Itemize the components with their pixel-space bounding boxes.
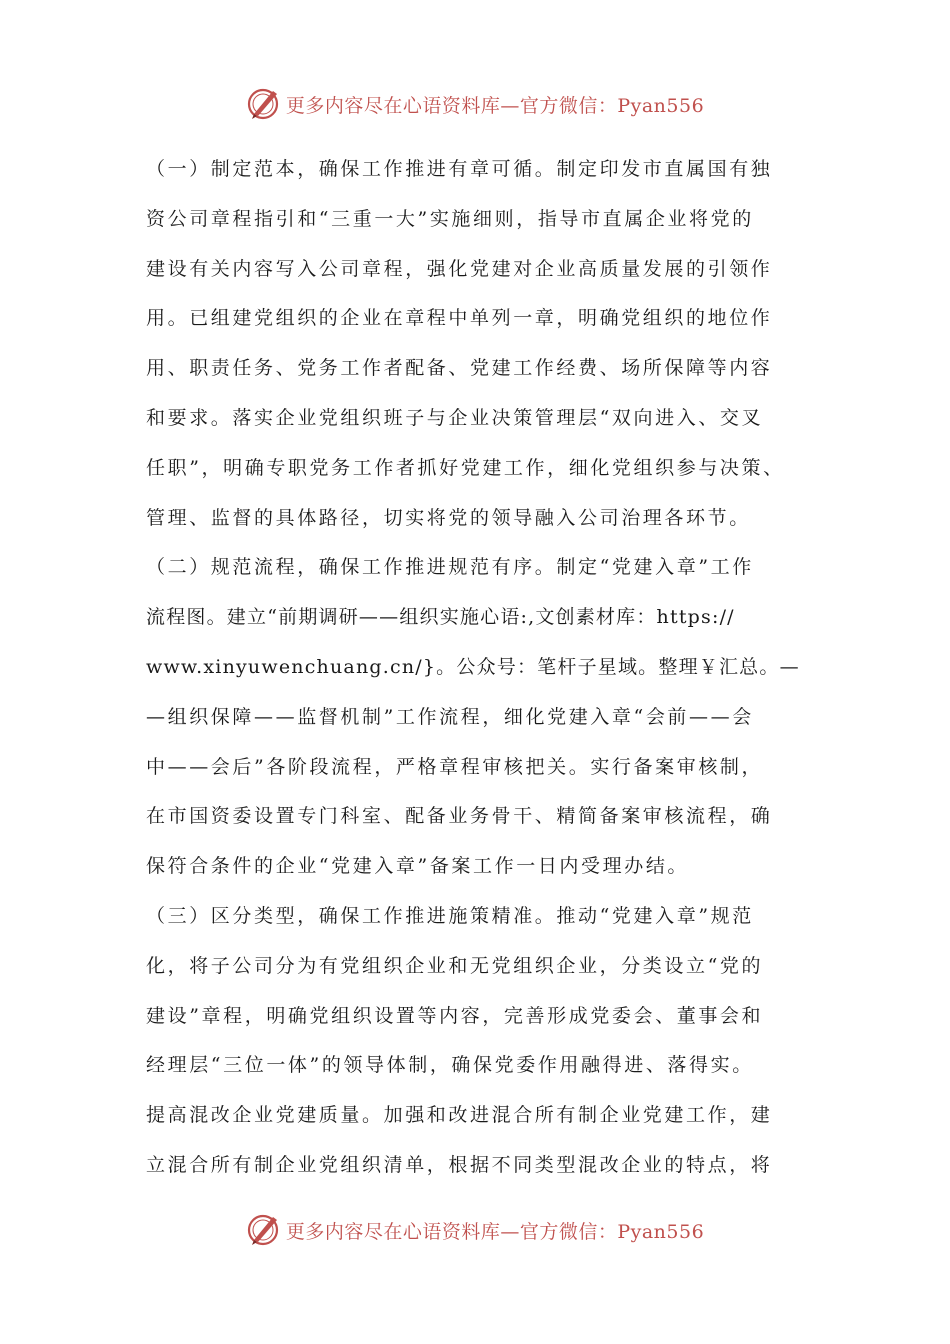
body-line: 和要求。落实企业党组织班子与企业决策管理层“双向进入、交叉 — [146, 406, 764, 429]
body-line: 经理层“三位一体”的领导体制，确保党委作用融得进、落得实。 — [146, 1054, 754, 1077]
quill-logo-icon — [246, 86, 282, 122]
footer-banner-text: 更多内容尽在心语资料库—官方微信：Pyan556 — [285, 1220, 705, 1243]
body-line: 管理、监督的具体路径，切实将党的领导融入公司治理各环节。 — [146, 506, 751, 529]
body-line: 化，将子公司分为有党组织企业和无党组织企业，分类设立“党的 — [146, 954, 764, 977]
header-banner-text: 更多内容尽在心语资料库—官方微信：Pyan556 — [285, 94, 705, 117]
body-line: 建设”章程，明确党组织设置等内容，完善形成党委会、董事会和 — [146, 1004, 764, 1027]
body-line: 建设有关内容写入公司章程，强化党建对企业高质量发展的引领作 — [146, 257, 773, 280]
body-line: 提高混改企业党建质量。加强和改进混合所有制企业党建工作，建 — [146, 1104, 773, 1127]
body-line: 用、职责任务、党务工作者配备、党建工作经费、场所保障等内容 — [146, 357, 773, 380]
quill-logo-icon — [246, 1212, 282, 1248]
body-line: 任职”，明确专职党务工作者抓好党建工作，细化党组织参与决策、 — [146, 456, 785, 479]
body-line: 用。已组建党组织的企业在章程中单列一章，明确党组织的地位作 — [146, 307, 773, 330]
body-line: （二）规范流程，确保工作推进规范有序。制定“党建入章”工作 — [146, 556, 754, 579]
body-line: 保符合条件的企业“党建入章”备案工作一日内受理办结。 — [146, 855, 690, 878]
body-line: （三）区分类型，确保工作推进施策精准。推动“党建入章”规范 — [146, 904, 754, 927]
document-body — [146, 145, 826, 1191]
body-line: 立混合所有制企业党组织清单，根据不同类型混改企业的特点，将 — [146, 1153, 773, 1176]
body-line: 中——会后”各阶段流程，严格章程审核把关。实行备案审核制， — [146, 755, 764, 778]
header-banner — [0, 84, 950, 124]
body-line: 在市国资委设置专门科室、配备业务骨干、精简备案审核流程，确 — [146, 805, 773, 828]
body-line: —组织保障——监督机制”工作流程，细化党建入章“会前——会 — [146, 705, 754, 728]
footer-banner — [0, 1210, 950, 1250]
body-line: 流程图。建立“前期调研——组织实施心语:,文创素材库：https:// — [146, 606, 735, 629]
body-line: （一）制定范本，确保工作推进有章可循。制定印发市直属国有独 — [146, 158, 773, 180]
body-line: www.xinyuwenchuang.cn/}。公众号：笔杆子星域。整理￥汇总。— — [146, 655, 800, 678]
body-line: 资公司章程指引和“三重一大”实施细则，指导市直属企业将党的 — [146, 207, 754, 230]
